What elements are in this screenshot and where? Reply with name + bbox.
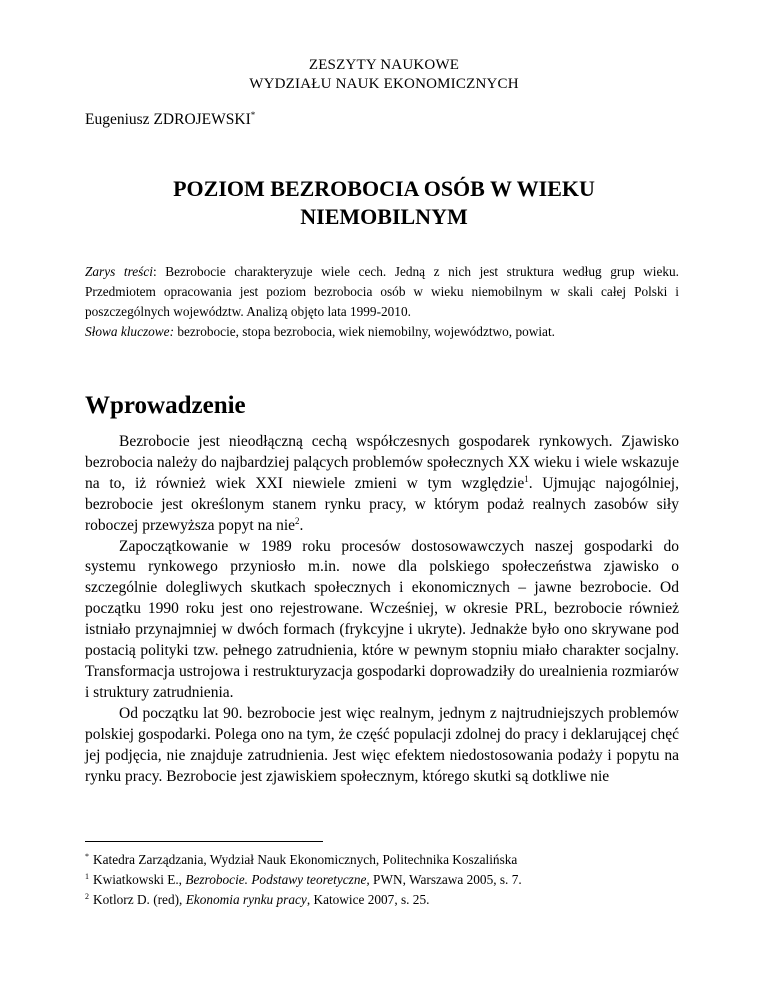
author-footnote-mark[interactable]: * (250, 110, 256, 120)
footnote-author: Kotlorz D. (red), (93, 892, 186, 907)
footnote-affiliation (85, 848, 725, 868)
footnote-1 (85, 868, 725, 888)
keywords-label: Słowa kluczowe: (85, 324, 175, 339)
paragraph-3: Od początku lat 90. bezrobocie jest więc realnym, jednym z najtrudniejszych problemów polskiej gospodarki. Polega ono na tym, że część populacji zdolnej do pracy i deklarującej chęć jej podjęcia, nie znajduje zatrudnienia. Jest więc efektem niedostosowania podaży i popytu na rynku pracy. Bezrobocie jest zjawiskiem społecznym, którego skutki są dotkliwe nie (85, 704, 679, 785)
keywords-text: bezrobocie, stopa bezrobocia, wiek niemobilny, województwo, powiat. (174, 324, 555, 339)
journal-name-line1: ZESZYTY NAUKOWE (308, 57, 460, 73)
footnote-ref-2[interactable]: 2 (295, 515, 300, 526)
paragraph-1-text-b: . Ujmując najogólniej, bezrobocie jest określonym stanem rynku pracy, w którym podaż realnych zasobów siły roboczej przewyższa popyt na nie (85, 474, 679, 534)
section-heading: Wprowadzenie (85, 392, 246, 419)
body-text (85, 432, 679, 787)
paragraph-1-text-a: Bezrobocie jest nieodłączną cechą współczesnych gospodarek rynkowych. Zjawisko bezrobocia należy do najbardziej palących problemów społecznych XX wieku i wiele wskazuje na to, iż również wiek XXI niewiele zmieni w tym względzie (85, 433, 679, 492)
footnote-divider (85, 841, 323, 842)
footnotes (85, 848, 725, 908)
paper-title-line1: POZIOM BEZROBOCIA OSÓB W WIEKU (173, 176, 595, 201)
author-name: Eugeniusz ZDROJEWSKI (85, 111, 251, 128)
paper-title (0, 175, 768, 231)
abstract-text: : Bezrobocie charakteryzuje wiele cech. Jedną z nich jest struktura według grup wieku. Przedmiotem opracowania jest poziom bezrobocia osób w wieku niemobilnym w skali całej Polski i poszczególnych województw. Analizą objęto lata 1999-2010. (85, 264, 679, 319)
footnote-publication: , Katowice 2007, s. 25. (306, 892, 430, 907)
footnote-mark: 2 (85, 892, 89, 901)
footnote-publication: PWN, Warszawa 2005, s. 7. (369, 872, 522, 887)
journal-name-line2: WYDZIAŁU NAUK EKONOMICZNYCH (249, 76, 519, 92)
paper-title-line2: NIEMOBILNYM (300, 204, 468, 229)
keywords (85, 322, 679, 342)
paragraph-1 (85, 432, 679, 537)
abstract-summary (85, 262, 679, 322)
abstract-label: Zarys treści (85, 264, 153, 279)
footnote-author: Kwiatkowski E., (93, 872, 186, 887)
footnote-mark: 1 (85, 872, 89, 881)
author (85, 110, 255, 129)
paragraph-2: Zapoczątkowanie w 1989 roku procesów dostosowawczych naszej gospodarki do systemu rynkowego przyniosło m.in. nowe dla polskiego społeczeństwa zjawisko o szczególnie dolegliwych skutkach społecznych i ekonomicznych – jawne bezrobocie. Od początku 1990 roku jest ono rejestrowane. Wcześniej, w okresie PRL, bezrobocie również istniało przynajmniej w dwóch formach (frykcyjne i ukryte). Jednakże było ono skrywane pod postacią polityki tzw. pełnego zatrudnienia, które w pewnym stopniu miało charakter socjalny. Transformacja ustrojowa i restrukturyzacja gospodarki doprowadziły do urealnienia rozmiarów i struktury zatrudnienia. (85, 537, 679, 701)
footnote-work-title: Bezrobocie. Podstawy teoretyczne, (185, 872, 370, 887)
paragraph-1-text-c: . (299, 516, 304, 534)
footnote-work-title: Ekonomia rynku pracy (185, 892, 307, 907)
footnote-ref-1[interactable]: 1 (524, 473, 529, 484)
footnote-2 (85, 888, 725, 908)
footnote-text: Katedra Zarządzania, Wydział Nauk Ekonomicznych, Politechnika Koszalińska (93, 852, 518, 867)
abstract (85, 262, 679, 342)
journal-header (0, 56, 768, 94)
footnote-mark: * (85, 852, 89, 861)
